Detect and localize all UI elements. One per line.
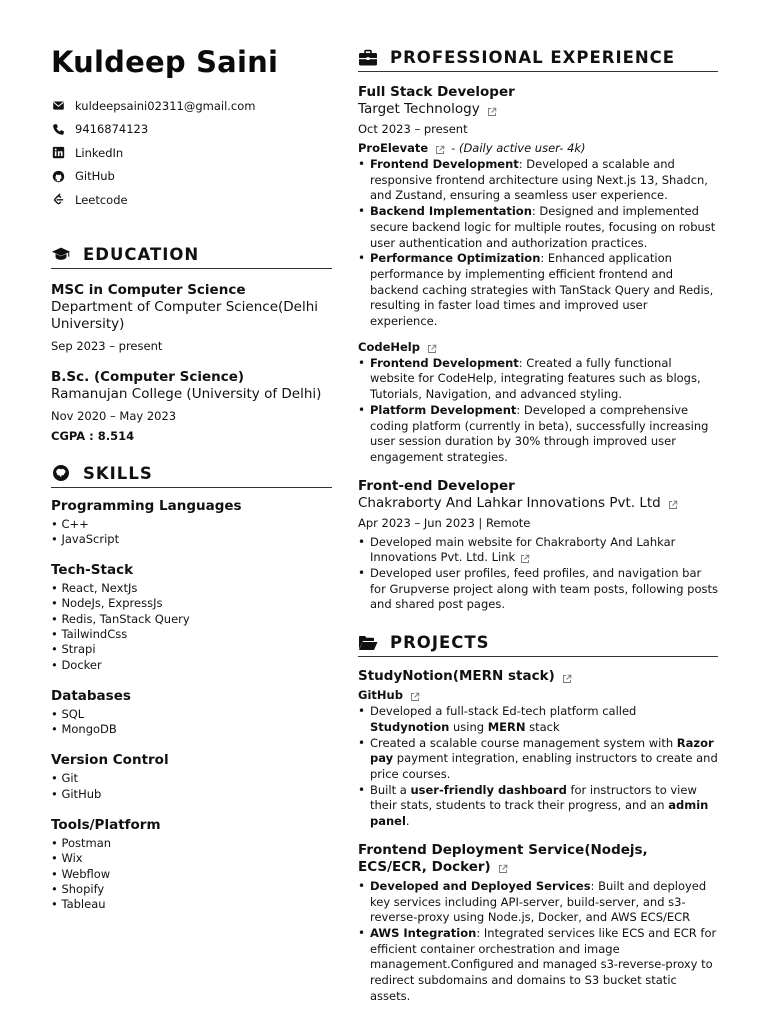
sub-project-proelevate [358,140,718,156]
list-item: • Developed and Deployed Services: Built and deployed key services including API-server, build-server, and s3-reverse-proxy using Node.js, Docker, and AWS ECS/ECR [358,879,718,926]
contact-github-text: GitHub [75,169,115,184]
contact-email[interactable] [51,94,332,118]
leetcode-icon [51,193,65,207]
bullet-list [358,356,718,466]
skill-group-title: Databases [51,687,131,704]
job-company-name: Target Technology [358,101,480,117]
skills-title: SKILLS [83,463,153,483]
brain-icon [51,464,71,482]
sub-project-name[interactable]: ProElevate [358,141,429,155]
list-item: • Built a user-friendly dashboard for instructors to view their stats, students to track their progress, and an admin panel. [358,783,718,830]
skill-item: • Redis, TanStack Query [51,611,190,626]
external-link-icon[interactable] [487,105,497,115]
contact-leetcode-text: Leetcode [75,192,128,207]
sub-project-codehelp [358,339,718,355]
skill-item: • Tableau [51,897,106,912]
contact-email-text: kuldeepsaini02311@gmail.com [75,98,256,113]
projects-header [358,633,718,657]
skill-item: • Docker [51,657,102,672]
skill-item: • NodeJs, ExpressJs [51,596,163,611]
linkedin-icon [51,146,65,160]
skill-item: • React, NextJs [51,581,138,596]
education-date: Sep 2023 – present [51,338,163,353]
project-studynotion [358,668,718,830]
skill-item: • JavaScript [51,531,120,546]
project-title[interactable]: Frontend Deployment Service(Nodejs, ECS/ECR, Docker) [358,841,648,875]
job-company-name: Chakraborty And Lahkar Innovations Pvt. Ltd [358,494,661,511]
skill-group-title: Version Control [51,752,169,769]
skill-item: • MongoDB [51,722,117,737]
list-item: • Frontend Development: Created a fully functional website for CodeHelp, integrating features such as blogs, Tutorials, Navigation, and advanced styling. [358,356,718,403]
bullet-list [358,879,718,1005]
contact-phone-text: 9416874123 [75,122,149,137]
skill-group-title: Tools/Platform [51,817,161,834]
experience-header [358,48,718,72]
list-item: • AWS Integration: Integrated services like ECS and ECR for efficient container orchestration and image management.Configured and managed s3-reverse-proxy to redirect subdomains and domains to S3 bucket static assets. [358,926,718,1005]
external-link-icon[interactable] [410,690,420,700]
list-item: • Developed a full-stack Ed-tech platform called Studynotion using MERN stack [358,704,718,735]
skill-item: • Shopify [51,881,105,896]
education-institution: Department of Computer Science(Delhi University) [51,298,319,332]
list-item: • Performance Optimization: Enhanced application performance by implementing efficient frontend and backend caching strategies with TanStack Query and Redis, resulting in faster load times and improved user experience. [358,251,718,330]
contact-github[interactable] [51,165,332,189]
job-company[interactable] [358,101,718,118]
skill-group-databases [51,688,332,738]
left-column [51,44,332,913]
right-column [358,48,718,1004]
job-full-stack [358,84,718,466]
candidate-name: Kuldeep Saini [51,45,279,79]
external-link-icon[interactable] [435,143,445,153]
graduation-cap-icon [51,245,71,263]
phone-icon [51,122,65,136]
list-item: • Developed user profiles, feed profiles, and navigation bar for Grupverse project along with team posts, following posts and shared post pages. [358,566,718,613]
job-date: Apr 2023 – Jun 2023 | Remote [358,515,531,530]
education-cgpa: CGPA : 8.514 [51,428,135,443]
project-github-link[interactable]: GitHub [358,687,718,703]
experience-title: PROFESSIONAL EXPERIENCE [390,48,676,67]
education-degree: MSC in Computer Science [51,281,246,298]
list-item: • Backend Implementation: Designed and implemented secure backend logic for multiple routes, focusing on robust user authentication and authorization practices. [358,204,718,251]
bullet-list [358,704,718,830]
skills-header [51,464,332,488]
education-date: Nov 2020 – May 2023 [51,408,177,423]
skill-group-tech-stack [51,562,332,673]
external-link-icon[interactable] [498,862,508,872]
external-link-icon[interactable] [427,342,437,352]
skill-item: • Git [51,771,79,786]
job-title: Front-end Developer [358,477,515,494]
sub-project-name[interactable]: CodeHelp [358,339,420,354]
external-link-icon[interactable] [668,498,678,508]
contact-linkedin[interactable] [51,141,332,165]
external-link-icon[interactable] [562,672,572,682]
project-title[interactable]: StudyNotion(MERN stack) [358,668,718,685]
list-item: • Created a scalable course management system with Razor pay payment integration, enabling instructors to create and price courses. [358,736,718,783]
skill-item: • SQL [51,706,85,721]
envelope-icon [51,99,65,113]
education-title: EDUCATION [83,244,200,264]
job-title: Full Stack Developer [358,84,515,100]
github-icon [51,169,65,183]
education-degree: B.Sc. (Computer Science) [51,368,245,385]
folder-open-icon [358,634,378,652]
skill-item: • Wix [51,851,83,866]
bullet-list [358,535,718,614]
contact-leetcode[interactable] [51,188,332,212]
skill-group-tools [51,817,332,912]
contact-linkedin-text: LinkedIn [75,145,124,160]
job-date: Oct 2023 – present [358,122,468,136]
briefcase-icon [358,49,378,67]
skill-item: • TailwindCss [51,626,128,641]
bullet-list [358,157,718,330]
skill-item: • Postman [51,836,112,851]
list-item: • Developed main website for Chakraborty And Lahkar Innovations Pvt. Ltd. Link [358,535,718,566]
list-item: • Platform Development: Developed a comprehensive coding platform (currently in beta), successfully increasing user session duration by 30% through improved user engagement strategies. [358,403,718,466]
skill-group-title: Programming Languages [51,497,242,514]
project-deployment-service [358,842,718,1005]
list-item: • Frontend Development: Developed a scalable and responsive frontend architecture using Next.js 13, Shadcn, and Zustand, ensuring a seamless user experience. [358,157,718,204]
skill-item: • Strapi [51,642,96,657]
projects-title: PROJECTS [390,633,490,653]
education-header [51,245,332,269]
education-entry-msc [51,281,332,354]
skill-item: • Webflow [51,866,111,881]
education-institution: Ramanujan College (University of Delhi) [51,385,322,402]
contact-list [51,94,332,212]
sub-project-note: - (Daily active user- 4k) [451,141,586,155]
skill-item: • GitHub [51,786,102,801]
job-company[interactable] [358,495,718,512]
skill-item: • C++ [51,516,89,531]
external-link-icon[interactable] [520,553,530,563]
education-entry-bsc [51,368,332,444]
job-front-end [358,478,718,614]
contact-phone[interactable] [51,118,332,142]
skill-group-languages [51,498,332,548]
skill-group-title: Tech-Stack [51,562,134,579]
skills-list [51,498,332,913]
skill-group-version-control [51,752,332,802]
